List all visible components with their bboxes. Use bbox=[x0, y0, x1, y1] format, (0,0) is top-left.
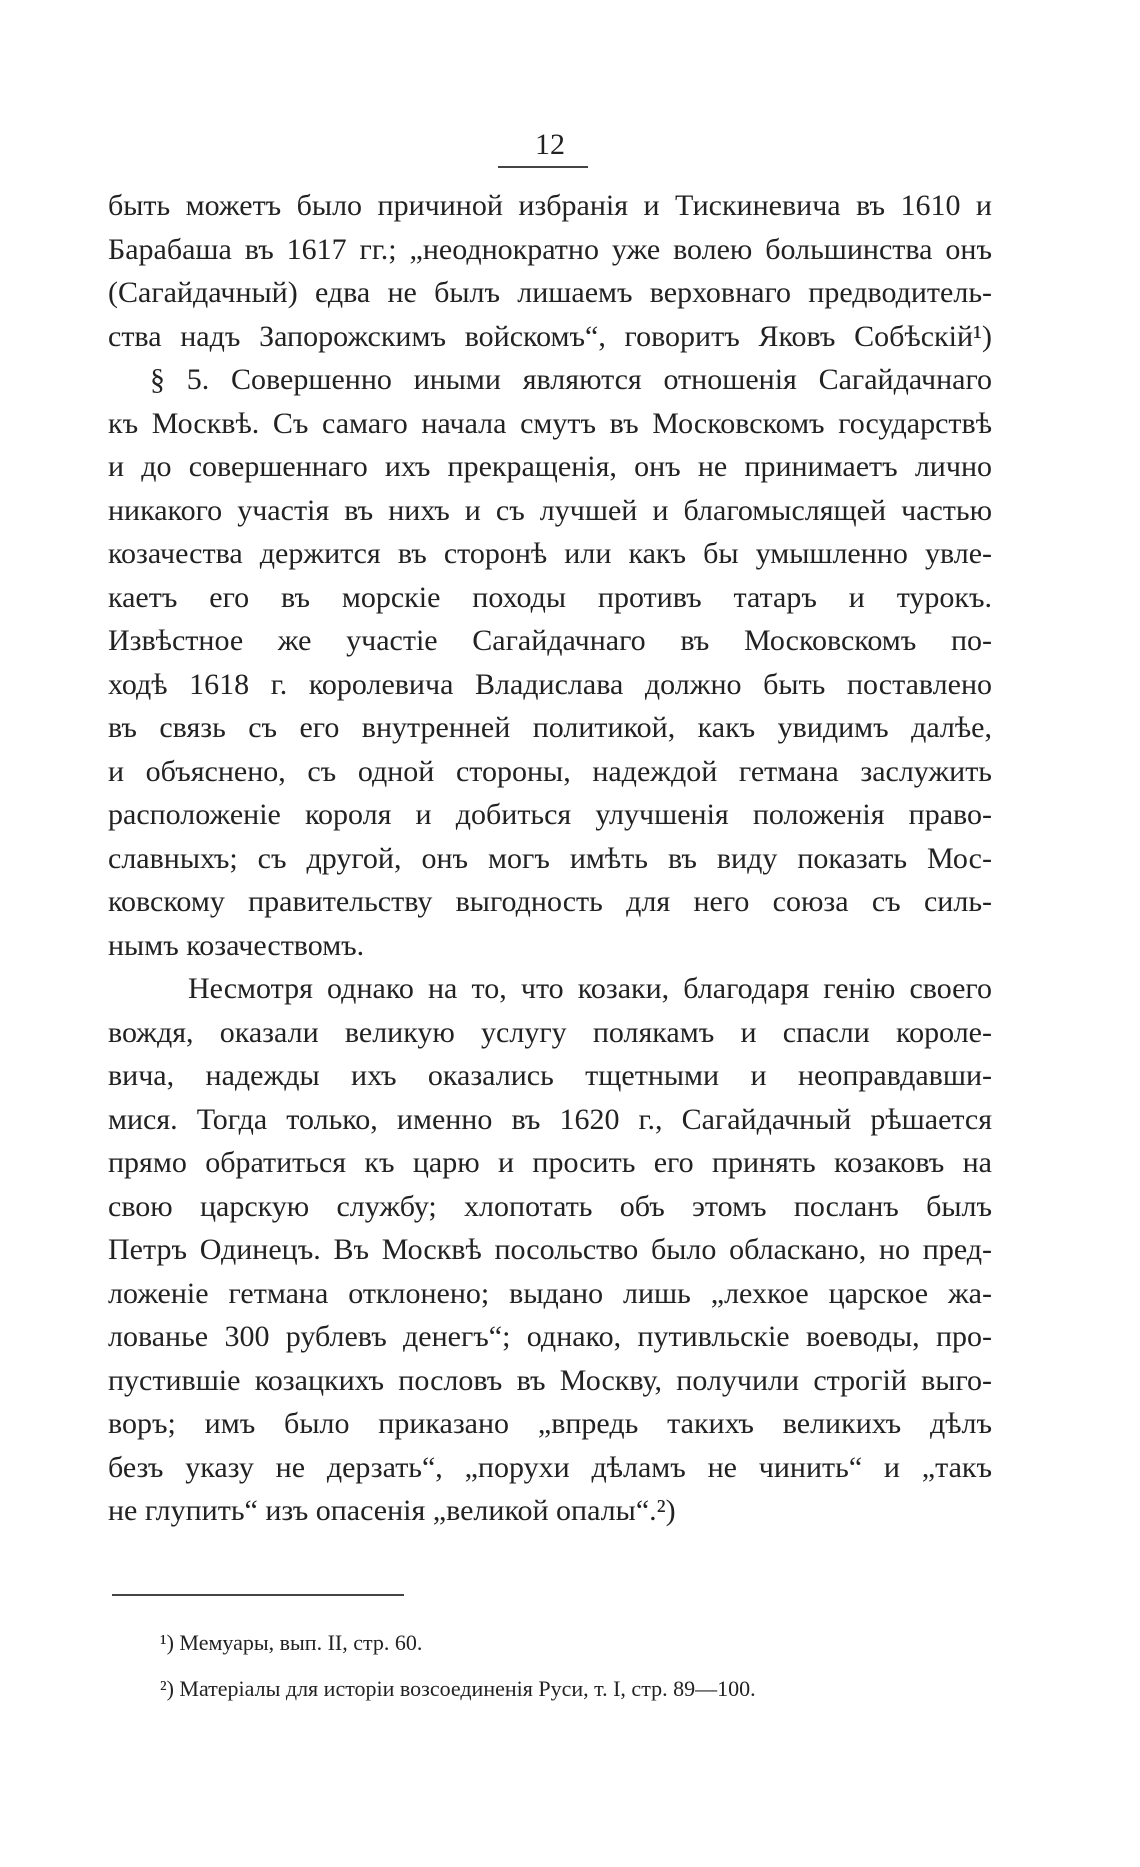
text-line: безъ указу не дерзать“, „порухи дѣламъ не чинить“ и „такъ bbox=[108, 1450, 992, 1484]
text-line: козачества держится въ сторонѣ или какъ бы умышленно увле- bbox=[108, 537, 992, 570]
text-line: вича, надежды ихъ оказались тщетными и неоправдавши- bbox=[108, 1059, 992, 1092]
footnote-1: ¹) Мемуары, вып. II, стр. 60. bbox=[160, 1630, 423, 1655]
text-line: Извѣстное же участіе Сагайдачнаго въ Московскомъ по- bbox=[108, 624, 992, 657]
text-line: къ Москвѣ. Съ самаго начала смутъ въ Московскомъ государствѣ bbox=[108, 406, 992, 440]
text-line: расположеніе короля и добиться улучшенія положенія право- bbox=[108, 798, 992, 831]
text-line: воръ; имъ было приказано „впредь такихъ великихъ дѣлъ bbox=[108, 1407, 992, 1440]
footnote-separator bbox=[112, 1594, 404, 1596]
footnote-2: ²) Матеріалы для исторіи возсоединенія Руси, т. I, стр. 89—100. bbox=[160, 1676, 756, 1701]
text-line: и до совершеннаго ихъ прекращенія, онъ не принимаетъ лично bbox=[108, 450, 992, 483]
text-line: лованье 300 рублевъ денегъ“; однако, путивльскіе воеводы, про- bbox=[108, 1320, 992, 1353]
section-5-heading-line: § 5. Совершенно иными являются отношенія Сагайдачнаго bbox=[150, 363, 992, 396]
footnotes bbox=[160, 1620, 960, 1712]
text-line: нымъ козачествомъ. bbox=[108, 928, 365, 962]
text-line: ложеніе гетмана отклонено; выдано лишь „лехкое царское жа- bbox=[108, 1276, 992, 1310]
text-line: вождя, оказали великую услугу полякамъ и спасли короле- bbox=[108, 1015, 992, 1049]
text-line: не глупить“ изъ опасенія „великой опалы“.²) bbox=[108, 1494, 676, 1527]
paragraph-start-line: Несмотря однако на то, что козаки, благодаря генію своего bbox=[188, 972, 992, 1005]
text-line: Петръ Одинецъ. Въ Москвѣ посольство было обласкано, но пред- bbox=[108, 1233, 992, 1266]
text-line: быть можетъ было причиной избранія и Тискиневича въ 1610 и bbox=[108, 189, 992, 222]
text-line: ходѣ 1618 г. королевича Владислава должно быть поставлено bbox=[108, 667, 992, 701]
text-line: ковскому правительству выгодность для него союза съ силь- bbox=[108, 885, 992, 918]
page-number: 12 bbox=[535, 128, 565, 161]
text-line: и объяснено, съ одной стороны, надеждой гетмана заслужить bbox=[108, 754, 992, 788]
text-line: славныхъ; съ другой, онъ могъ имѣть въ виду показать Мос- bbox=[108, 841, 992, 875]
text-line: пустившіе козацкихъ пословъ въ Москву, получили строгій выго- bbox=[108, 1363, 992, 1397]
text-line: (Сагайдачный) едва не былъ лишаемъ верховнаго предводитель- bbox=[108, 276, 992, 309]
text-line: свою царскую службу; хлопотать объ этомъ посланъ былъ bbox=[108, 1189, 992, 1223]
text-line: ства надъ Запорожскимъ войскомъ“, говоритъ Яковъ Собѣскій¹) bbox=[108, 319, 992, 353]
body-text bbox=[108, 184, 992, 1533]
text-line: каетъ его въ морскіе походы противъ татаръ и турокъ. bbox=[108, 580, 992, 614]
text-line: прямо обратиться къ царю и просить его принять козаковъ на bbox=[108, 1146, 992, 1179]
text-line: Барабаша въ 1617 гг.; „неоднократно уже волею большинства онъ bbox=[108, 232, 992, 266]
text-line: въ связь съ его внутренней политикой, какъ увидимъ далѣе, bbox=[108, 711, 992, 744]
text-line: никакого участія въ нихъ и съ лучшей и благомыслящей частью bbox=[108, 493, 992, 527]
page-number-rule bbox=[498, 166, 588, 168]
text-line: мися. Тогда только, именно въ 1620 г., Сагайдачный рѣшается bbox=[108, 1102, 992, 1136]
